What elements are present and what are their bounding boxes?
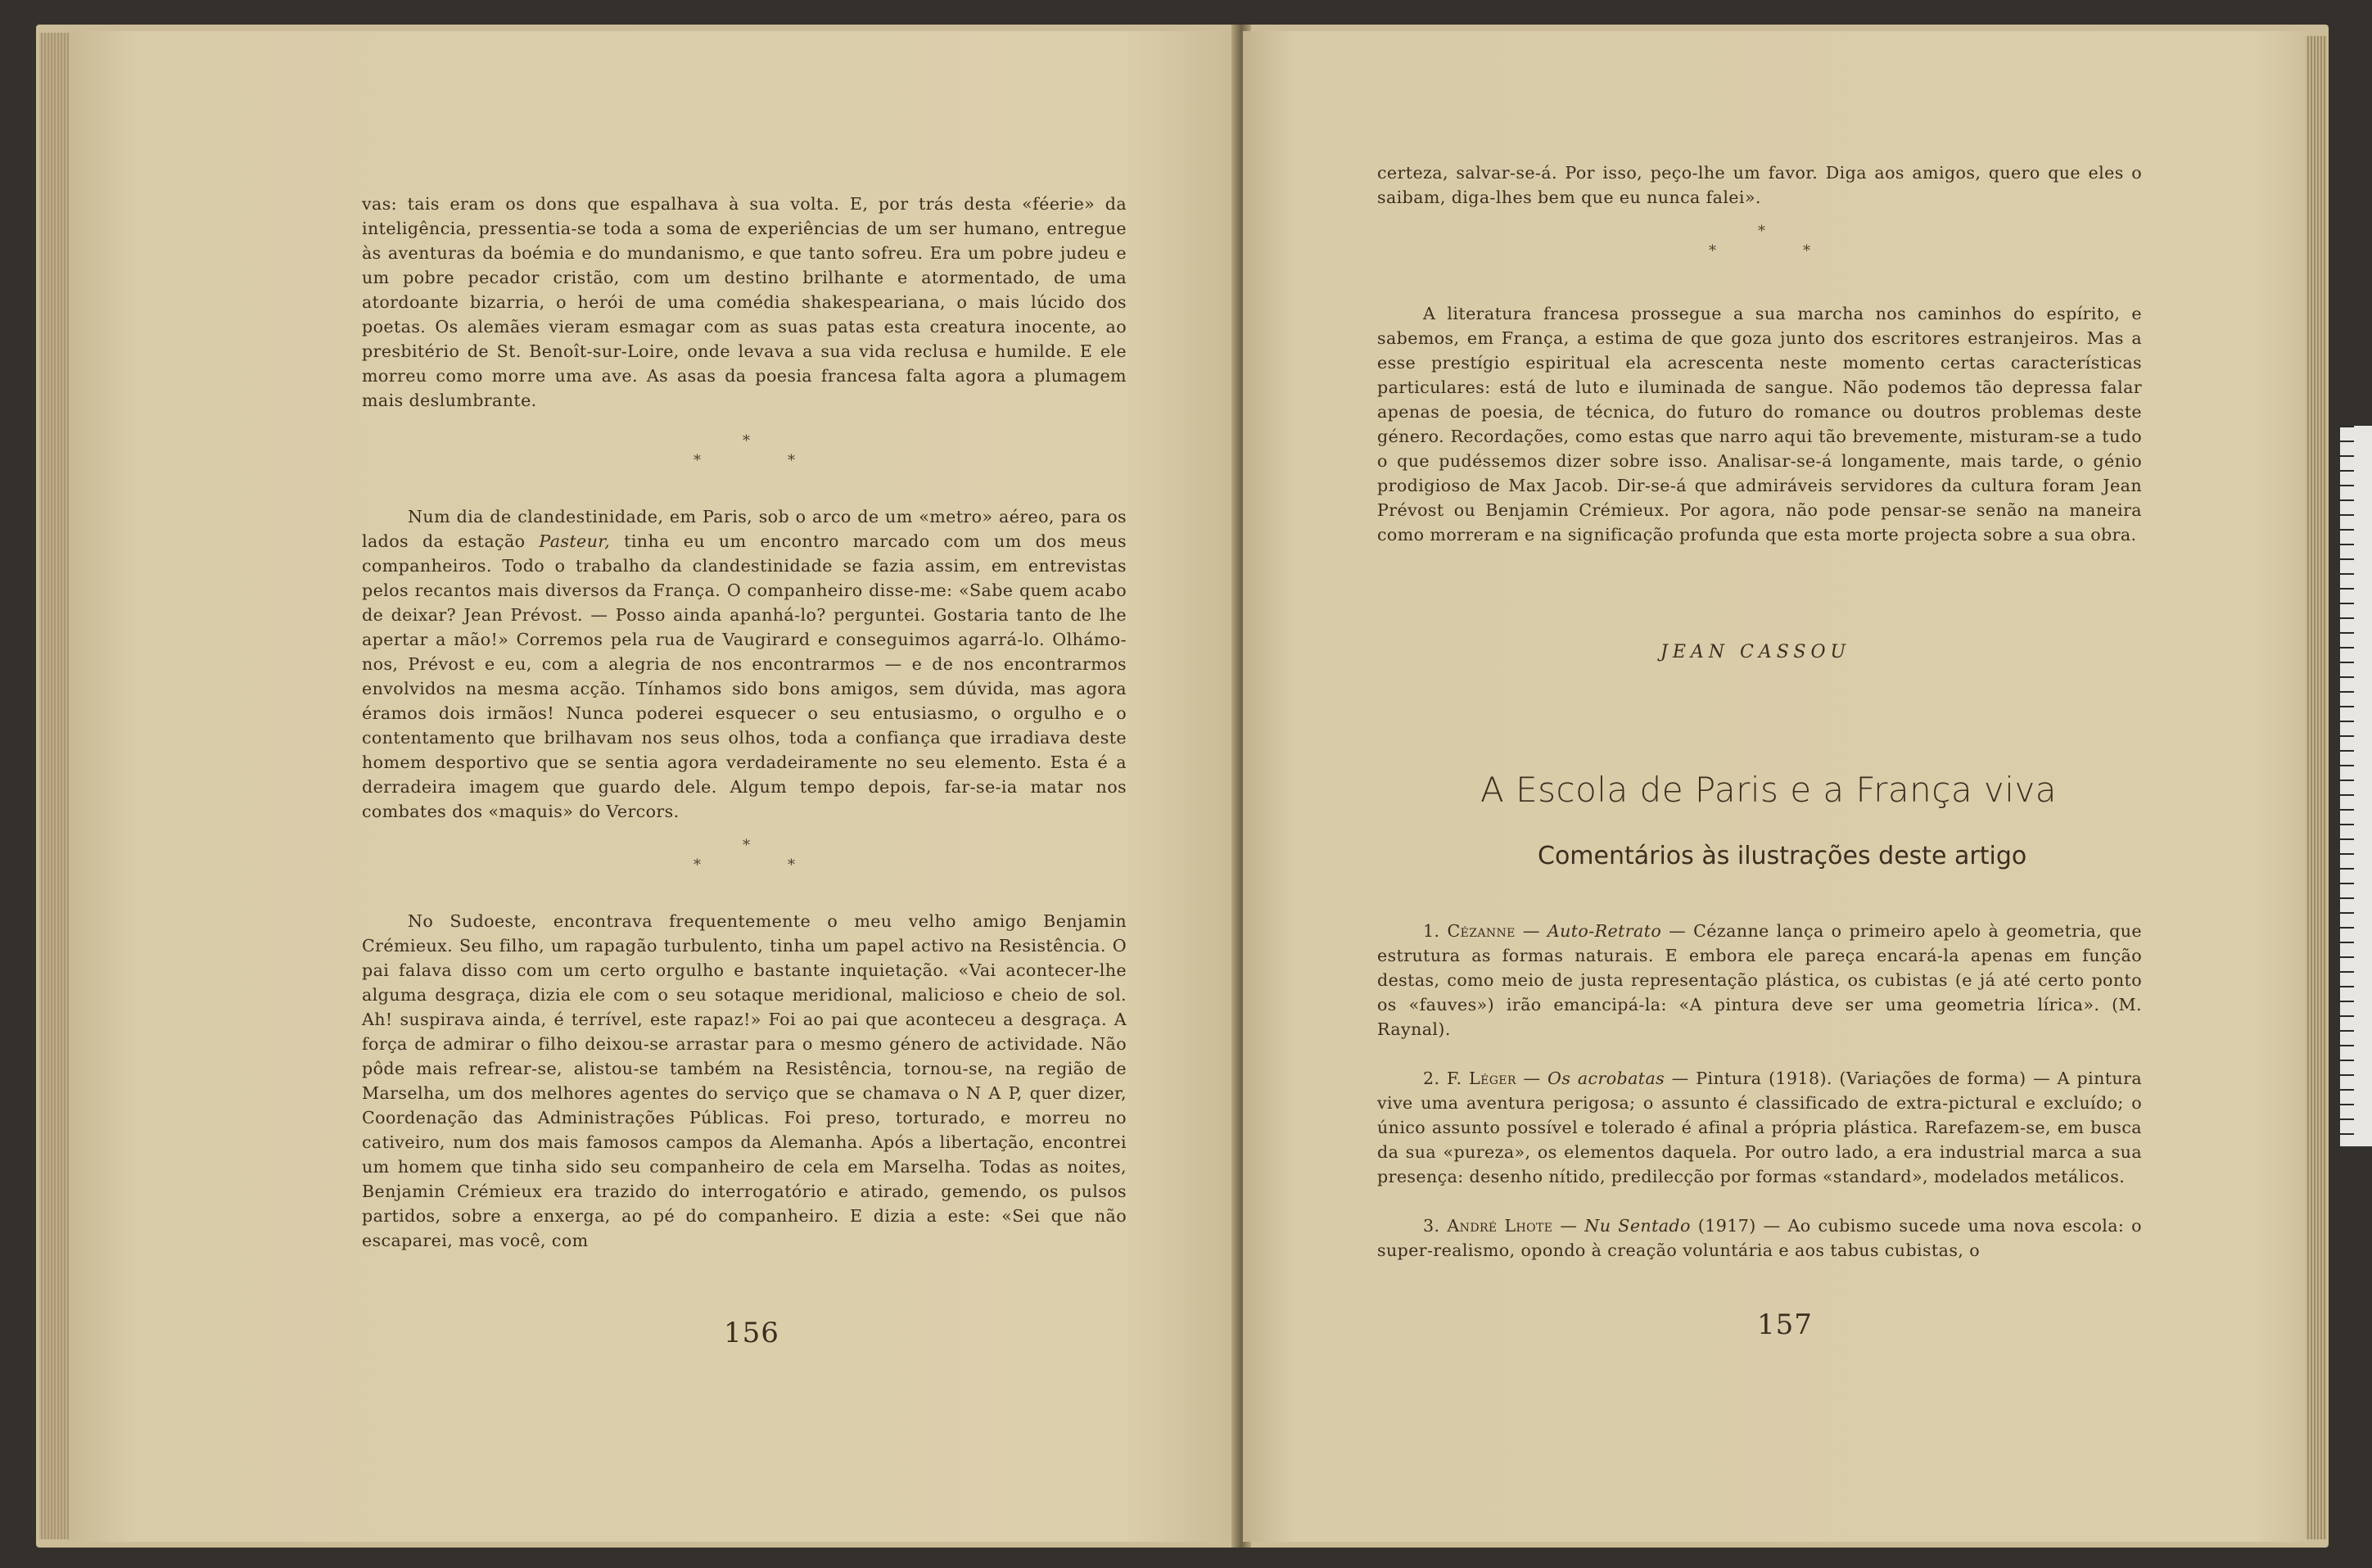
author-signature: JEAN CASSOU <box>1660 642 1851 662</box>
work-title: Auto-Retrato <box>1547 921 1662 941</box>
paragraph-text: tinha eu um encontro marcado com um dos meus companheiros. Todo o trabalho da clandestinidade se fazia assim, em entrevistas pelos recantos mais diversos da França. O companheiro disse-me: «Sabe quem acabo de deixar? Jean Prévost. — Posso ainda apanhá-lo? perguntei. Gostaria tanto de lhe apertar a mão!» Corremos pela rua de Vaugirard e conseguimos agarrá-lo. Olhámo-nos, Prévost e eu, com a alegria de nos encontrarmos — e de nos encontrarmos envolvidos na mesma acção. Tínhamos sido bons amigos, sem dúvida, mas agora éramos dois irmãos! Nunca poderei esquecer o seu entusiasmo, o orgulho e o contentamento que brilhavam nos seus olhos, toda a confiança que irradiava deste homem desportivo que se sentia agora verdadeiramente no seu elemento. Esta é a derradeira imagem que guardo dele. Algum tempo depois, far-se-ia matar nos combates dos «maquis» do Vercors. <box>362 531 1127 821</box>
page-edges-left <box>39 33 72 1539</box>
asterisk: * <box>1709 242 1717 260</box>
page-number-left: 156 <box>724 1317 779 1349</box>
item-text: — Cézanne lança o primeiro apelo à geometria, que estrutura as formas naturais. E embora ele pareça encará-la apenas em função destas, como meio de justa representação plástica, os cubistas (e já até certo ponto os «fauves») irão emancipá-la: «A pintura deve ser uma geometria lírica». (M. Raynal). <box>1377 921 2142 1039</box>
asterisk: * <box>788 452 796 469</box>
right-paragraph-2: A literatura francesa prossegue a sua marcha nos caminhos do espírito, e sabemos, em França, a estima de que goza junto dos escritores estranjeiros. Mas a esse prestígio espiritual ela acrescenta neste momento certas características particulares: está de luto e iluminada de sangue. Não podemos tão depressa falar apenas de poesia, de técnica, do futuro do romance ou doutros problemas deste género. Recordações, como estas que narro aqui tão brevemente, misturam-se a tudo o que pudéssemos dizer sobre isso. Analisar-se-á longamente, mais tarde, o génio prodigioso de Max Jacob. Dir-se-á que admiráveis servidores da cultura foram Jean Prévost ou Benjamin Crémieux. Por agora, não pode pensar-se senão na maneira como morreram e na significação profunda que esta morte projecta sobre a sua obra. <box>1377 304 2142 545</box>
separator: — <box>1515 921 1547 941</box>
left-paragraph-2 <box>362 504 1127 824</box>
artist-name: André Lhote <box>1447 1216 1553 1236</box>
asterisk: * <box>1803 242 1811 260</box>
artist-name: F. Léger <box>1447 1069 1516 1088</box>
separator: — <box>1516 1069 1548 1088</box>
commentary-item <box>1377 1213 2142 1263</box>
article-title: A Escola de Paris e a França viva <box>1480 770 2058 810</box>
section-break-2 <box>362 824 1127 909</box>
work-title: Os acrobatas <box>1547 1069 1665 1088</box>
right-page <box>1243 31 2307 1542</box>
commentary-list <box>1377 919 2142 1263</box>
left-page <box>69 31 1236 1542</box>
work-title: Nu Sentado <box>1584 1216 1691 1236</box>
section-break-3 <box>1377 210 2142 301</box>
paragraph-text: Num dia de clandestinidade, em Paris, sob o arco de um «metro» aéreo, para os lados da estação <box>362 507 1127 551</box>
item-number: 3. <box>1423 1216 1440 1236</box>
page-number-right: 157 <box>1757 1308 1813 1341</box>
page-edges-right <box>2306 36 2327 1539</box>
commentary-item <box>1377 919 2142 1042</box>
commentary-item <box>1377 1066 2142 1189</box>
section-break-1 <box>362 413 1127 504</box>
right-paragraph-1: certeza, salvar-se-á. Por isso, peço-lhe um favor. Diga aos amigos, quero que eles o saibam, diga-lhes bem que eu nunca falei». <box>1377 163 2142 207</box>
right-text-column-top <box>1377 160 2142 547</box>
asterisk: * <box>1758 223 1766 240</box>
article-subtitle: Comentários às ilustrações deste artigo <box>1538 842 2027 870</box>
item-number: 2. <box>1423 1069 1440 1088</box>
asterisk: * <box>788 856 796 874</box>
item-number: 1. <box>1423 921 1440 941</box>
separator: — <box>1552 1216 1585 1236</box>
asterisk: * <box>694 856 702 874</box>
artist-name: Cézanne <box>1447 921 1516 941</box>
item-text: (1917) — Ao cubismo sucede uma nova escola: o super-realismo, opondo à creação voluntária e aos tabus cubistas, o <box>1377 1216 2142 1260</box>
asterisk: * <box>694 452 702 469</box>
item-text: — Pintura (1918). (Variações de forma) — A pintura vive uma aventura perigosa; o assunto é classificado de extra-pictural e excluído; o único assunto possível e tolerado é afinal a própria plástica. Rarefazem-se, em busca da sua «pureza», os elementos daquela. Por outro lado, a era industrial marca a sua presença: desenho nítido, predilecção por formas «standard», modelados metálicos. <box>1377 1069 2142 1186</box>
left-paragraph-3: No Sudoeste, encontrava frequentemente o meu velho amigo Benjamin Crémieux. Seu filho, um rapagão turbulento, tinha um papel activo na Resistência. O pai falava disso com um certo orgulho e bastante inquietação. «Vai acontecer-lhe alguma desgraça, dizia ele com o seu sotaque meridional, malicioso e cheio de sol. Ah! suspirava ainda, é terrível, este rapaz!» Foi ao pai que aconteceu a desgraça. A força de admirar o filho deixou-se arrastar para o mesmo género de actividade. Não pôde mais refrear-se, alistou-se também na Resistência, tornou-se, na região de Marselha, um dos melhores agentes do serviço que se chamava o N A P, quer dizer, Coordenação das Administrações Públicas. Foi preso, torturado, e morreu no cativeiro, num dos mais famosos campos da Alemanha. Após a libertação, encontrei um homem que tinha sido seu companheiro de cela em Marselha. Todas as noites, Benjamin Crémieux era trazido do interrogatório e atirado, gemendo, os pulsos partidos, sobre a enxerga, ao pé do companheiro. E dizia a este: «Sei que não escaparei, mas você, com <box>362 911 1127 1250</box>
open-book <box>36 25 2329 1548</box>
left-text-column <box>362 192 1127 1253</box>
left-paragraph-1: vas: tais eram os dons que espalhava à sua volta. E, por trás desta «féerie» da inteligência, pressentia-se toda a soma de experiências de um ser humano, entregue às aventuras da boémia e do mundanismo, e que tanto sofreu. Era um pobre judeu e um pobre pecador cristão, com um destino brilhante e atormentado, de uma atordoante bizarria, o herói de uma comédia shakespeariana, o mais lúcido dos poetas. Os alemães vieram esmagar com as suas patas esta creatura inocente, ao presbitério de St. Benoît-sur-Loire, onde levava a sua vida reclusa e humilde. E ele morreu como morre uma ave. As asas da poesia francesa falta agora a plumagem mais deslumbrante. <box>362 194 1127 410</box>
asterisk: * <box>743 837 751 854</box>
italic-station-name: Pasteur, <box>539 531 611 551</box>
asterisk: * <box>743 432 751 450</box>
scale-ruler <box>2340 426 2372 1146</box>
